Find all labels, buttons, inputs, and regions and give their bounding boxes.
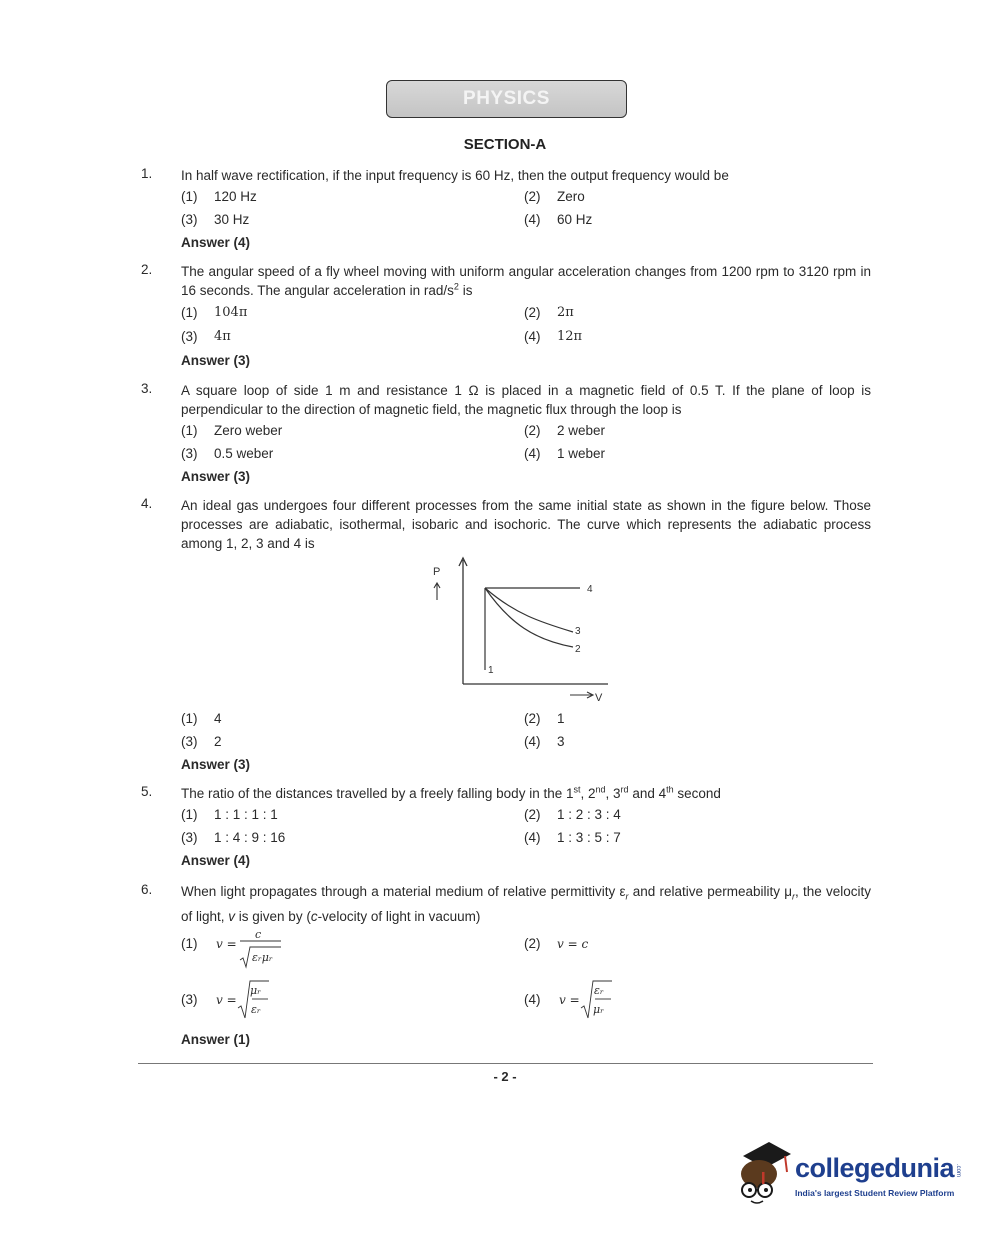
option-text: 2π (557, 305, 574, 320)
question-number: 3. (141, 381, 153, 396)
option-text: 2 (214, 734, 222, 749)
answer-text: Answer (1) (181, 1032, 251, 1047)
option-label: (4) (524, 212, 541, 227)
option-text: 12π (557, 329, 583, 344)
subject-title: PHYSICS (463, 88, 550, 109)
x-axis-label: V (595, 692, 603, 704)
option-label: (4) (524, 329, 541, 344)
option-label: (3) (181, 734, 198, 749)
curve-label-2: 2 (575, 644, 581, 655)
option-label: (3) (181, 329, 198, 344)
fraction-numerator: μᵣ (250, 984, 261, 997)
option-label: (1) (181, 711, 198, 726)
option-text: 60 Hz (557, 212, 593, 227)
option-text: 120 Hz (214, 189, 257, 204)
option-label: (4) (524, 830, 541, 845)
option-text: 104π (214, 305, 248, 320)
option-label: (4) (524, 734, 541, 749)
option-label: (1) (181, 936, 198, 951)
option-lhs: v = (216, 937, 237, 951)
footer-divider (138, 1063, 873, 1064)
question-text: An ideal gas undergoes four different processes from the same initial state as shown in the figure below. Those processes are adiabatic, isothermal, isobaric and isochoric. The curve which represents the adiabatic process among 1, 2, 3 and 4 is (181, 498, 871, 551)
option-label: (1) (181, 423, 198, 438)
section-title: SECTION-A (463, 136, 547, 153)
option-label: (2) (524, 189, 541, 204)
pv-diagram (430, 552, 620, 707)
option-label: (2) (524, 936, 541, 951)
option-label: (3) (181, 830, 198, 845)
option-text: 1 weber (557, 446, 606, 461)
fraction-numerator: c (255, 928, 262, 941)
option-label: (2) (524, 305, 541, 320)
option-label: (4) (524, 992, 541, 1007)
option-text: v = c (557, 937, 589, 951)
question-number: 6. (141, 882, 153, 897)
option-lhs: v = (216, 993, 237, 1007)
answer-text: Answer (4) (181, 853, 251, 868)
answer-text: Answer (4) (181, 235, 251, 250)
question-text: The ratio of the distances travelled by a freely falling body in the 1st, 2nd, 3rd and 4th second (181, 784, 721, 801)
question-text: In half wave rectification, if the input frequency is 60 Hz, then the output frequency would be (181, 168, 729, 183)
option-text: 1 : 4 : 9 : 16 (214, 830, 286, 845)
curve-label-1: 1 (488, 665, 494, 676)
option-text: 1 (557, 711, 565, 726)
fraction-denominator: εᵣμᵣ (252, 951, 273, 964)
option-label: (2) (524, 807, 541, 822)
option-text: Zero weber (214, 423, 283, 438)
option-text: 4 (214, 711, 222, 726)
option-label: (3) (181, 212, 198, 227)
option-text: 1 : 1 : 1 : 1 (214, 807, 278, 822)
curve-label-4: 4 (587, 584, 593, 595)
option-text: 3 (557, 734, 565, 749)
option-text: 2 weber (557, 423, 606, 438)
curve-label-3: 3 (575, 626, 581, 637)
fraction-denominator: μᵣ (593, 1003, 604, 1016)
brand-com: .com (955, 1164, 961, 1178)
question-text: When light propagates through a material medium of relative permittivity $\varepsilon_r$ and relative permeability $\mu_r$, the velocity of light, v is given by (c-velocity of light in vacuum) (181, 884, 871, 924)
answer-text: Answer (3) (181, 353, 251, 368)
question-text: A square loop of side 1 m and resistance 1 Ω is placed in a magnetic field of 0.5 T. If the plane of loop is perpendicular to the direction of magnetic field, the magnetic flux through the loop is (181, 383, 871, 417)
option-text: 4π (214, 329, 231, 344)
answer-text: Answer (3) (181, 757, 251, 772)
option-label: (2) (524, 711, 541, 726)
brand-tagline: India's largest Student Review Platform (795, 1188, 955, 1198)
option-text: 0.5 weber (214, 446, 274, 461)
option-label: (3) (181, 992, 198, 1007)
option-text: 30 Hz (214, 212, 250, 227)
mascot-logo-icon (735, 1138, 793, 1208)
page-number: - 2 - (493, 1069, 517, 1084)
fraction-denominator: εᵣ (251, 1003, 261, 1016)
y-axis-label: P (433, 566, 441, 578)
option-text: 1 : 2 : 3 : 4 (557, 807, 621, 822)
option-text: 1 : 3 : 5 : 7 (557, 830, 621, 845)
brand-name: collegedunia (795, 1153, 955, 1183)
option-label: (1) (181, 807, 198, 822)
option-text: Zero (557, 189, 585, 204)
question-number: 2. (141, 262, 153, 277)
question-number: 5. (141, 784, 153, 799)
question-text: The angular speed of a fly wheel moving with uniform angular acceleration changes from 1200 rpm to 3120 rpm in 16 seconds. The angular acceleration in rad/$s^2$ is (181, 264, 871, 298)
answer-text: Answer (3) (181, 469, 251, 484)
question-number: 4. (141, 496, 153, 511)
option-label: (1) (181, 189, 198, 204)
option-label: (3) (181, 446, 198, 461)
fraction-numerator: εᵣ (594, 984, 604, 997)
curve-adiabatic (485, 588, 573, 647)
option-lhs: v = (559, 993, 580, 1007)
option-label: (1) (181, 305, 198, 320)
curve-isothermal (485, 588, 573, 632)
option-label: (4) (524, 446, 541, 461)
option-label: (2) (524, 423, 541, 438)
question-number: 1. (141, 166, 153, 181)
